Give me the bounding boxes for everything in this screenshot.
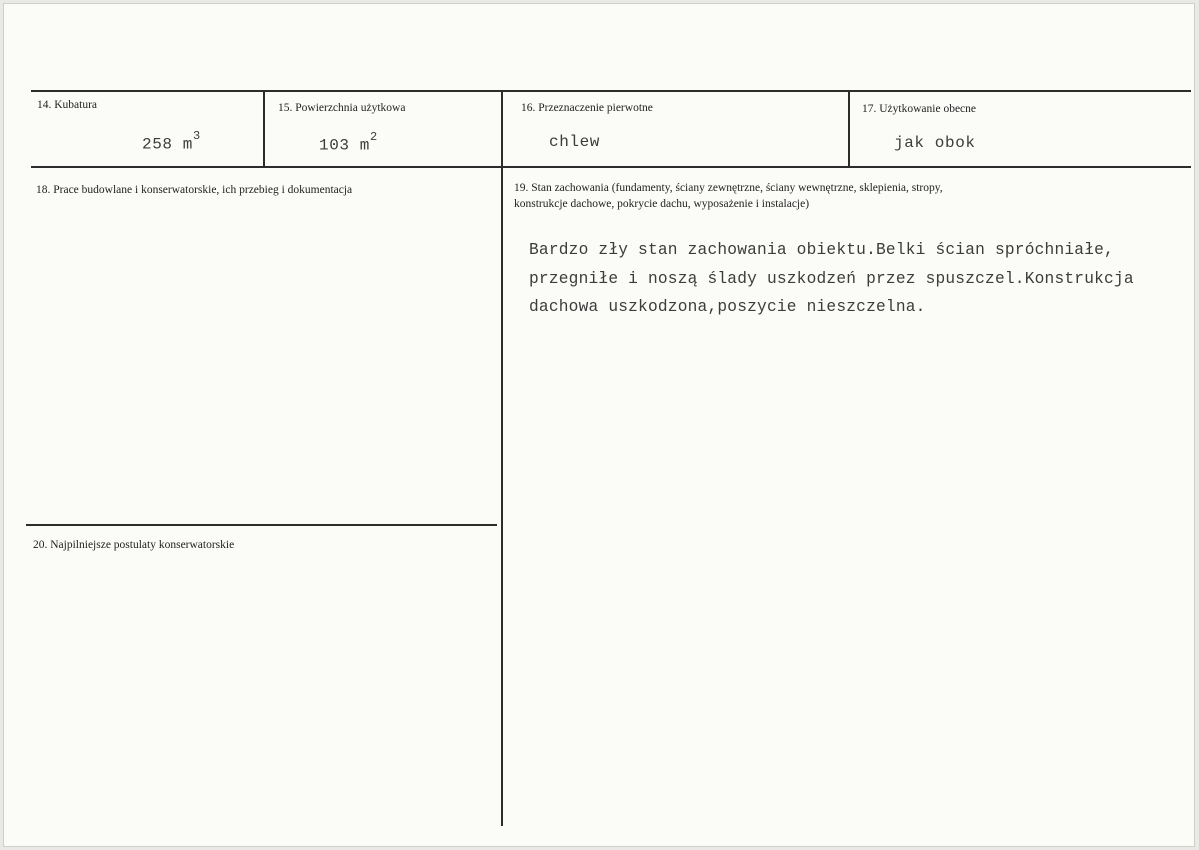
stan-label-line1: 19. Stan zachowania (fundamenty, ściany zewnętrzne, ściany wewnętrzne, sklepienia, stropy, (514, 182, 943, 194)
top-rule (31, 90, 1191, 92)
kubatura-exponent: 3 (193, 129, 201, 143)
uzytkowanie-value: jak obok (894, 134, 976, 152)
przeznaczenie-value: chlew (549, 133, 601, 151)
column-divider-3 (848, 92, 850, 166)
stan-label-line2: konstrukcje dachowe, pokrycie dachu, wyposażenie i instalacje) (514, 198, 810, 210)
column-divider-2 (501, 92, 503, 826)
stan-text-line: dachowa uszkodzona,poszycie nieszczelna. (529, 298, 926, 316)
prace-label: 18. Prace budowlane i konserwatorskie, ich przebieg i dokumentacja (36, 184, 353, 196)
powierzchnia-value (319, 130, 378, 155)
powierzchnia-exponent: 2 (370, 130, 378, 144)
powierzchnia-number: 103 m (319, 136, 371, 155)
record-card (3, 3, 1195, 847)
section-divider (26, 524, 497, 526)
kubatura-label: 14. Kubatura (37, 99, 98, 111)
uzytkowanie-label: 17. Użytkowanie obecne (862, 103, 977, 115)
column-divider-1 (263, 92, 265, 166)
row-divider (31, 166, 1191, 168)
kubatura-value (142, 129, 201, 154)
przeznaczenie-label: 16. Przeznaczenie pierwotne (521, 102, 653, 114)
stan-text-line: Bardzo zły stan zachowania obiektu.Belki ścian spróchniałe, (529, 241, 1114, 259)
stan-text-line: przegniłe i noszą ślady uszkodzeń przez spuszczel.Konstrukcja (529, 269, 1134, 288)
stan-description (529, 236, 1189, 322)
powierzchnia-label: 15. Powierzchnia użytkowa (278, 102, 406, 114)
postulaty-label: 20. Najpilniejsze postulaty konserwatorskie (33, 539, 235, 551)
kubatura-number: 258 m (142, 135, 194, 154)
